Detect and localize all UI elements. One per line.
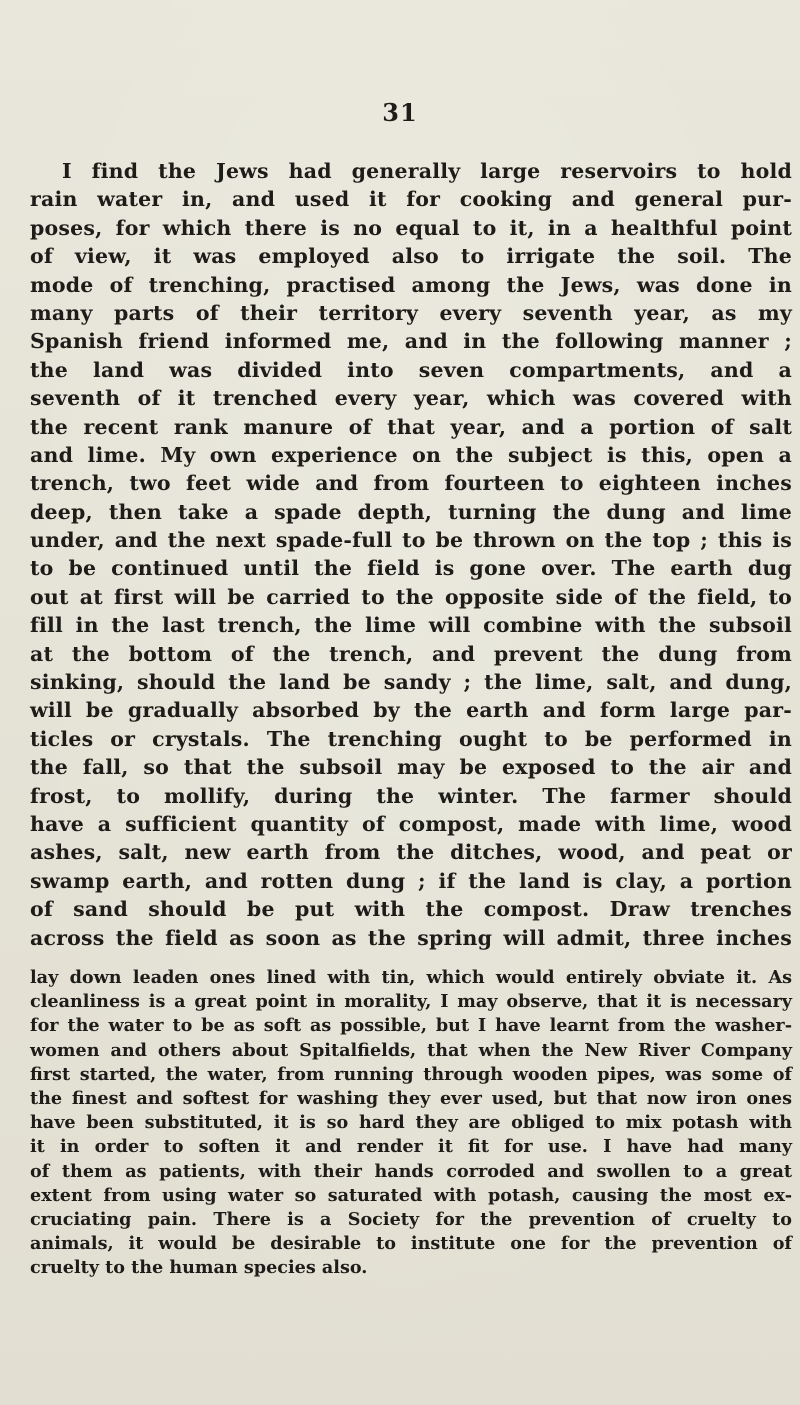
- text-line: the fall, so that the subsoil may be exposed to the air and: [30, 755, 792, 780]
- text-line: frost, to mollify, during the winter. The farmer should: [30, 783, 792, 808]
- text-line: under, and the next spade-full to be thrown on the top ; this is: [30, 528, 792, 553]
- text-line: deep, then take a spade depth, turning the dung and lime: [30, 499, 792, 524]
- text-line: rain water in, and used it for cooking and general pur-: [30, 187, 792, 212]
- text-line: Spanish friend informed me, and in the following manner ;: [30, 329, 792, 354]
- text-line: the recent rank manure of that year, and a portion of salt: [30, 414, 792, 439]
- text-line: have been substituted, it is so hard they are obliged to mix potash with: [30, 1112, 792, 1134]
- text-line: trench, two feet wide and from fourteen to eighteen inches: [30, 471, 792, 496]
- text-line: of view, it was employed also to irrigate the soil. The: [30, 244, 792, 269]
- text-line: lay down leaden ones lined with tin, which would entirely obviate it. As: [30, 967, 792, 988]
- text-line: cruciating pain. There is a Society for the prevention of cruelty to: [30, 1208, 792, 1230]
- text-line: I find the Jews had generally large reservoirs to hold: [62, 159, 792, 183]
- text-line: of sand should be put with the compost. Draw trenches: [30, 897, 792, 922]
- text-line: cruelty to the human species also.: [30, 1257, 368, 1279]
- text-line: to be continued until the field is gone over. The earth dug: [30, 556, 792, 581]
- text-line: have a sufficient quantity of compost, made with lime, wood: [30, 811, 792, 836]
- text-line: the finest and softest for washing they ever used, but that now iron ones: [30, 1087, 792, 1109]
- text-line: the land was divided into seven compartments, and a: [30, 357, 792, 382]
- text-line: cleanliness is a great point in morality, I may observe, that it is necessary: [30, 991, 792, 1013]
- paragraph-agriculture: [30, 157, 792, 952]
- text-line: out at first will be carried to the opposite side of the field, to: [30, 584, 792, 609]
- page-number: 31: [382, 98, 418, 127]
- text-line: ticles or crystals. The trenching ought to be performed in: [30, 726, 792, 751]
- text-line: at the bottom of the trench, and prevent the dung from: [30, 641, 792, 666]
- text-line: extent from using water so saturated with potash, causing the most ex-: [30, 1184, 792, 1206]
- text-line: across the field as soon as the spring will admit, three inches: [30, 925, 792, 950]
- paragraph-footnote-water: [30, 966, 792, 1280]
- text-line: for the water to be as soft as possible, but I have learnt from the washer-: [30, 1015, 792, 1037]
- text-line: seventh of it trenched every year, which was covered with: [30, 386, 792, 411]
- text-line: ashes, salt, new earth from the ditches, wood, and peat or: [30, 840, 792, 865]
- text-line: sinking, should the land be sandy ; the lime, salt, and dung,: [30, 670, 792, 695]
- text-line: poses, for which there is no equal to it, in a healthful point: [30, 215, 792, 240]
- text-line: swamp earth, and rotten dung ; if the land is clay, a portion: [30, 868, 792, 893]
- text-line: mode of trenching, practised among the Jews, was done in: [30, 272, 792, 297]
- text-line: and lime. My own experience on the subject is this, open a: [30, 442, 792, 467]
- text-line: women and others about Spitalfields, that when the New River Company: [30, 1039, 792, 1061]
- text-line: it in order to soften it and render it fit for use. I have had many: [30, 1136, 792, 1158]
- text-line: first started, the water, from running through wooden pipes, was some of: [30, 1063, 792, 1085]
- text-line: will be gradually absorbed by the earth and form large par-: [30, 698, 792, 723]
- text-line: animals, it would be desirable to institute one for the prevention of: [30, 1233, 792, 1255]
- text-line: fill in the last trench, the lime will combine with the subsoil: [30, 613, 792, 638]
- text-line: many parts of their territory every seventh year, as my: [30, 300, 792, 325]
- text-line: of them as patients, with their hands corroded and swollen to a great: [30, 1160, 792, 1182]
